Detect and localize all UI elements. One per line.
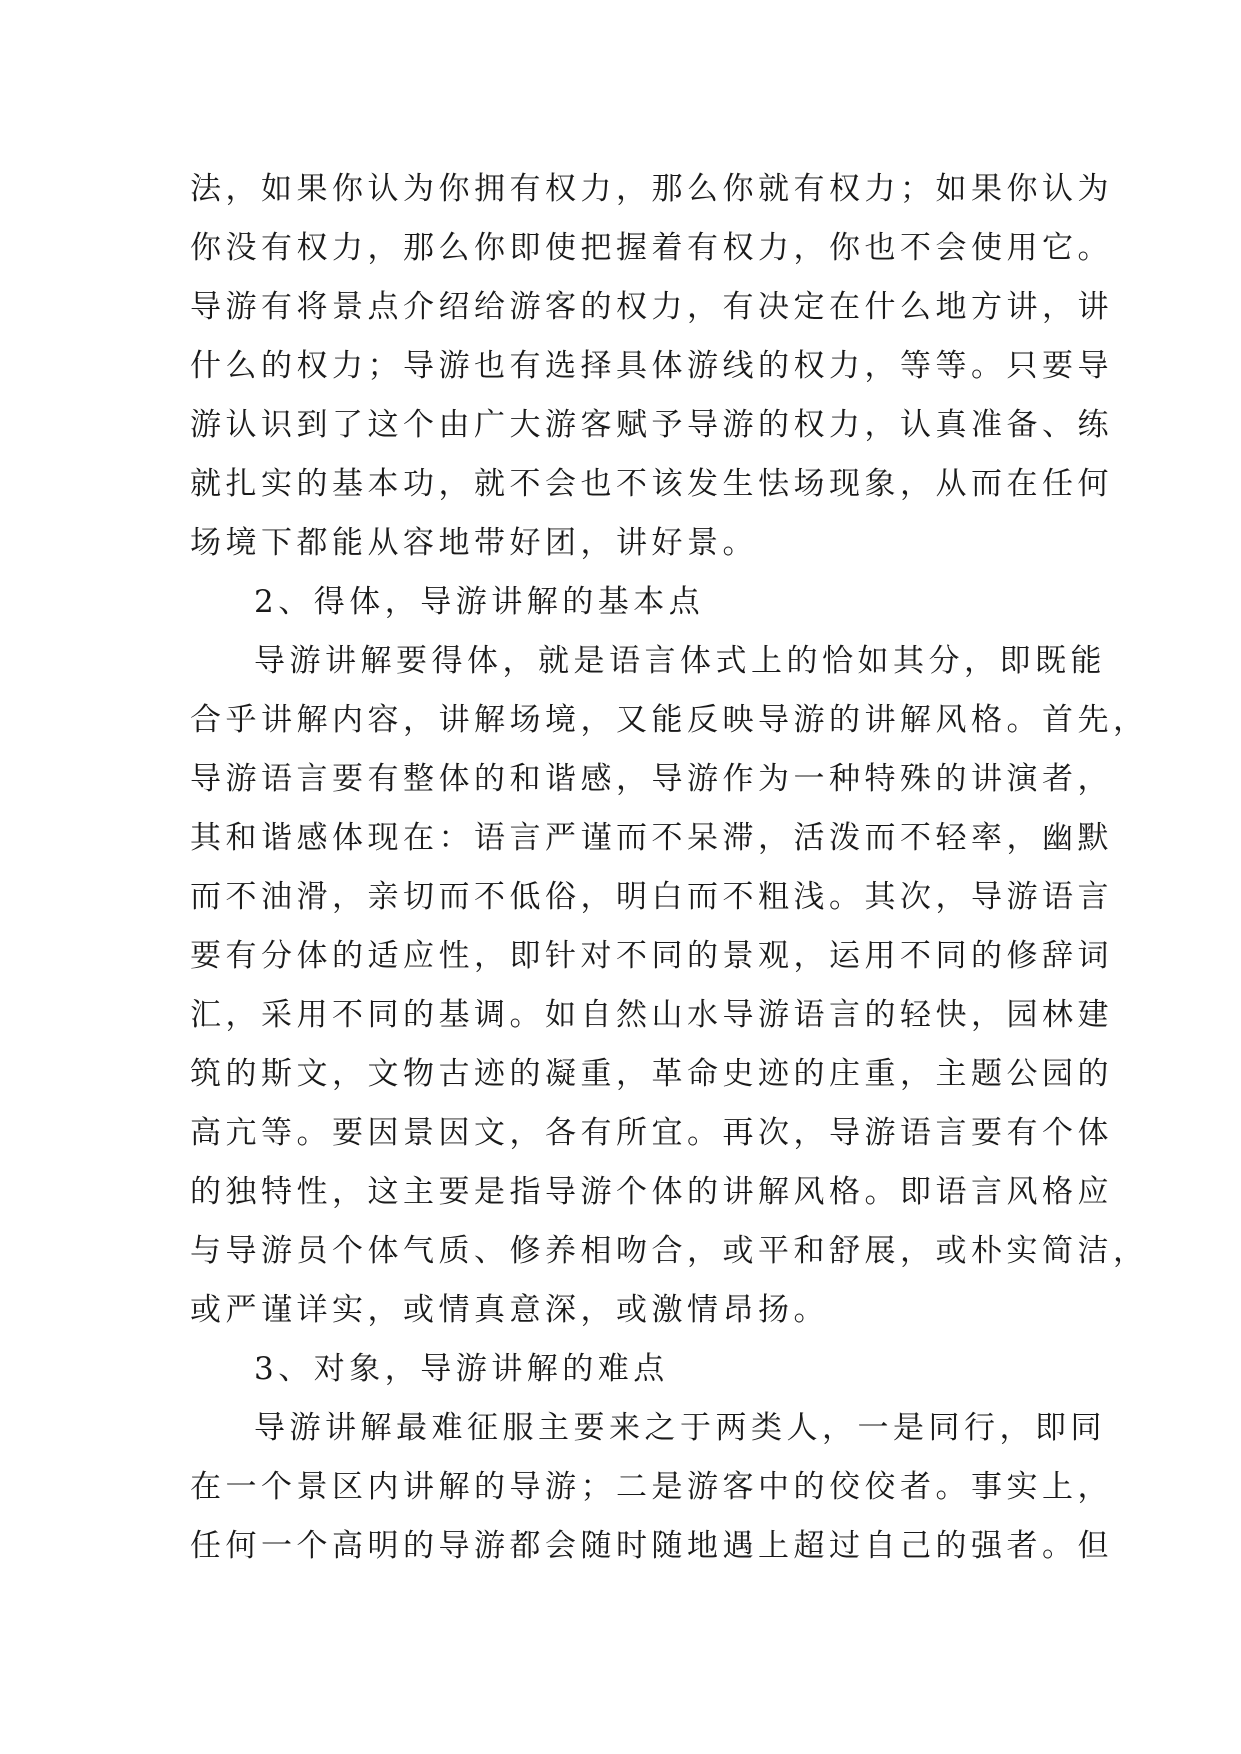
text-line: 合乎讲解内容，讲解场境，又能反映导游的讲解风格。首先， [190, 702, 1149, 738]
text-line: 在一个景区内讲解的导游；二是游客中的佼佼者。事实上， [190, 1469, 1113, 1505]
text-line: 要有分体的适应性，即针对不同的景观，运用不同的修辞词 [190, 938, 1113, 974]
text-line: 3、对象，导游讲解的难点 [254, 1351, 669, 1387]
text-line: 导游有将景点介绍给游客的权力，有决定在什么地方讲，讲 [190, 289, 1113, 325]
text-line: 与导游员个体气质、修养相吻合，或平和舒展，或朴实简洁， [190, 1233, 1149, 1269]
text-line: 2、得体，导游讲解的基本点 [254, 584, 705, 620]
text-line: 高亢等。要因景因文，各有所宜。再次，导游语言要有个体 [190, 1115, 1113, 1151]
text-line: 法，如果你认为你拥有权力，那么你就有权力；如果你认为 [190, 171, 1113, 207]
document-body [190, 160, 1149, 1576]
text-line: 你没有权力，那么你即使把握着有权力，你也不会使用它。 [190, 230, 1113, 266]
text-line: 场境下都能从容地带好团，讲好景。 [190, 525, 758, 561]
text-line: 而不油滑，亲切而不低俗，明白而不粗浅。其次，导游语言 [190, 879, 1113, 915]
text-line: 导游语言要有整体的和谐感，导游作为一种特殊的讲演者， [190, 761, 1113, 797]
text-line: 其和谐感体现在：语言严谨而不呆滞，活泼而不轻率，幽默 [190, 820, 1113, 856]
text-line: 导游讲解最难征服主要来之于两类人，一是同行，即同 [254, 1410, 1106, 1446]
text-line: 或严谨详实，或情真意深，或激情昂扬。 [190, 1292, 829, 1328]
text-line: 汇，采用不同的基调。如自然山水导游语言的轻快，园林建 [190, 997, 1113, 1033]
text-line: 游认识到了这个由广大游客赋予导游的权力，认真准备、练 [190, 407, 1113, 443]
text-line: 的独特性，这主要是指导游个体的讲解风格。即语言风格应 [190, 1174, 1113, 1210]
text-line: 就扎实的基本功，就不会也不该发生怯场现象，从而在任何 [190, 466, 1113, 502]
text-line: 导游讲解要得体，就是语言体式上的恰如其分，即既能 [254, 643, 1106, 679]
text-line: 什么的权力；导游也有选择具体游线的权力，等等。只要导 [190, 348, 1113, 384]
text-line: 任何一个高明的导游都会随时随地遇上超过自己的强者。但 [190, 1528, 1113, 1564]
text-line: 筑的斯文，文物古迹的凝重，革命史迹的庄重，主题公园的 [190, 1056, 1113, 1092]
